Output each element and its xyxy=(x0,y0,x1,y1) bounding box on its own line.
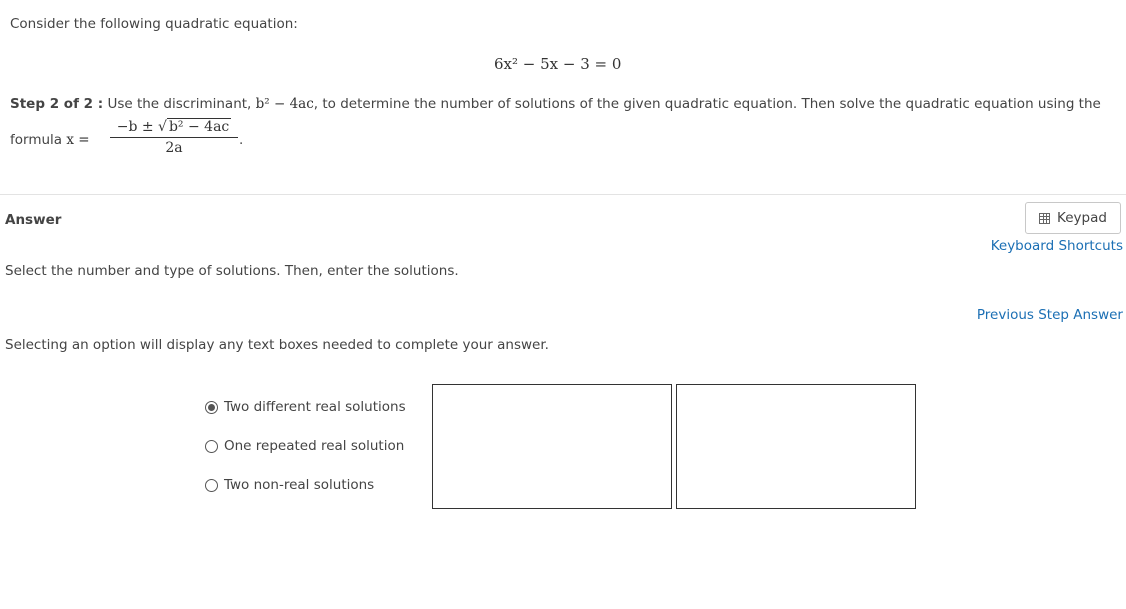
previous-step-answer-link[interactable]: Previous Step Answer xyxy=(976,307,1123,323)
option-one-repeated[interactable] xyxy=(205,438,406,477)
question-intro: Consider the following quadratic equation: xyxy=(10,16,298,32)
formula-radicand: b² − 4ac xyxy=(168,119,230,135)
formula-label-line xyxy=(10,132,90,148)
option-label: Two non-real solutions xyxy=(224,477,375,493)
option-label: One repeated real solution xyxy=(224,438,405,454)
radio-one-repeated[interactable] xyxy=(205,440,218,453)
option-two-nonreal[interactable] xyxy=(205,477,406,516)
discriminant-expression: b² − 4ac xyxy=(255,96,314,112)
answer-label: Answer xyxy=(5,212,62,228)
keypad-icon xyxy=(1039,213,1050,224)
formula-lhs: x = xyxy=(66,132,90,148)
radio-two-nonreal[interactable] xyxy=(205,479,218,492)
step-instruction xyxy=(10,96,1101,112)
quadratic-equation: 6x² − 5x − 3 = 0 xyxy=(494,55,622,73)
solution-type-options xyxy=(205,399,406,516)
formula-numerator xyxy=(110,118,238,138)
formula-label: formula xyxy=(10,132,63,148)
sqrt-sign: √ xyxy=(158,119,167,135)
option-two-real[interactable] xyxy=(205,399,406,438)
answer-helper-text: Selecting an option will display any text boxes needed to complete your answer. xyxy=(5,337,549,353)
formula-denominator: 2a xyxy=(165,140,183,156)
step-label: Step 2 of 2 : xyxy=(10,96,104,112)
step-text-a: Use the discriminant, xyxy=(107,96,252,112)
radio-two-real[interactable] xyxy=(205,401,218,414)
step-text-b: , to determine the number of solutions of the given quadratic equation. Then solve the quadratic equation using the xyxy=(313,96,1101,112)
keypad-button[interactable] xyxy=(1025,202,1121,234)
formula-num-prefix: −b ± xyxy=(116,119,154,135)
formula-period: . xyxy=(239,132,244,148)
section-divider xyxy=(0,194,1126,195)
solution-input-1[interactable] xyxy=(432,384,672,509)
option-label: Two different real solutions xyxy=(224,399,406,415)
quadratic-formula xyxy=(10,118,270,164)
keyboard-shortcuts-link[interactable]: Keyboard Shortcuts xyxy=(990,238,1123,254)
solution-input-2[interactable] xyxy=(676,384,916,509)
answer-instruction: Select the number and type of solutions. Then, enter the solutions. xyxy=(5,263,459,279)
formula-fraction xyxy=(110,118,238,156)
keypad-label: Keypad xyxy=(1057,210,1107,226)
